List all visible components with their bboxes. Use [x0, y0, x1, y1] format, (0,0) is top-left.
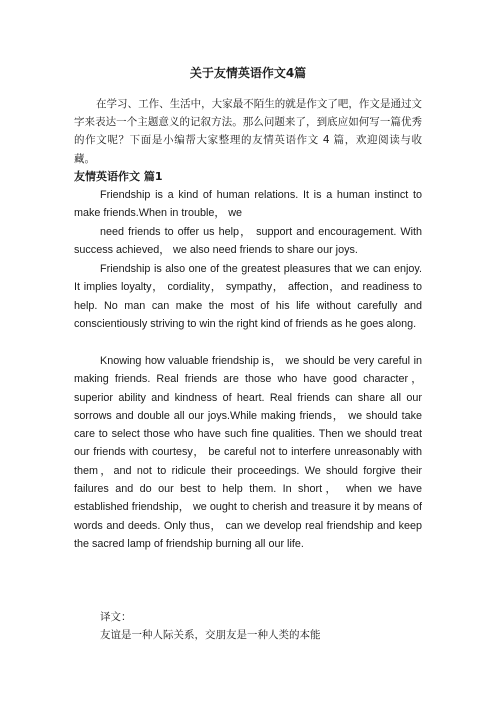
- paragraph-2: Friendship is also one of the greatest pleasures that we can enjoy. It implies loyalty， cordiality， sympathy， affection，and readiness to help. No man can make the most of his life without carefully and conscientiously striving to win the right kind of friends as he goes along.: [74, 263, 422, 330]
- paragraph-3: Knowing how valuable friendship is， we should be very careful in making friends. Real friends are those who have good character， superior ability and kindness of heart. Real friends can share all our sorrows and double all our joys.While making friends， we should take care to select those who have such fine qualities. Then we should treat our friends with courtesy， be careful not to interfere unreasonably with them，and not to ridicule their proceedings. We should forgive their failures and do our best to help them. In short， when we have established friendship， we ought to cherish and treasure it by means of words and deeds. Only thus， can we develop real friendship and keep the sacred lamp of friendship burning all our life.: [74, 355, 422, 550]
- translation-label: 译文：: [100, 611, 132, 623]
- paragraph-1b: need friends to offer us help， support and encouragement. With success achieved， we also need friends to share our joys.: [74, 226, 422, 257]
- section-heading: 友情英语作文 篇1: [74, 170, 163, 183]
- paragraph-1a: Friendship is a kind of human relations. It is a human instinct to make friends.When in trouble， we: [74, 189, 422, 220]
- intro-paragraph: 在学习、工作、生活中，大家最不陌生的就是作文了吧，作文是通过文字来表达一个主题意义的记叙方法。那么问题来了，到底应如何写一篇优秀的作文呢？下面是小编帮大家整理的友情英语作文 4 篇，欢迎阅读与收藏。: [74, 98, 422, 165]
- page-title: 关于友情英语作文4篇: [189, 66, 307, 80]
- translation-first-line: 友谊是一种人际关系，交朋友是一种人类的本能: [100, 629, 321, 641]
